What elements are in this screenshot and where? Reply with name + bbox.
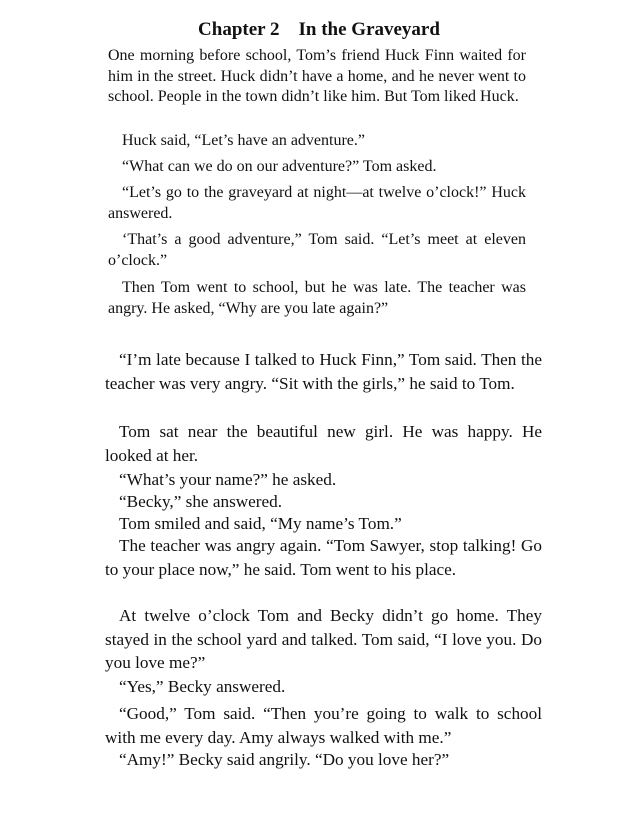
paragraph-1 (108, 46, 526, 108)
paragraph-text: “What’s your name?” he asked. (119, 470, 337, 489)
paragraph-text: Then Tom went to school, but he was late. The teacher was angry. He asked, “Why are you late again?” (108, 279, 526, 317)
paragraph-text: “What can we do on our adventure?” Tom asked. (122, 158, 437, 175)
paragraph-6 (108, 278, 526, 319)
paragraph-2 (108, 131, 526, 152)
paragraph-15 (105, 702, 542, 749)
paragraph-12 (105, 534, 542, 581)
paragraph-text: At twelve o’clock Tom and Becky didn’t go home. They stayed in the school yard and talked. Tom said, “I love you. Do you love me?” (105, 606, 542, 672)
paragraph-16 (105, 748, 542, 772)
paragraph-10 (105, 490, 542, 514)
paragraph-text: Tom sat near the beautiful new girl. He was happy. He looked at her. (105, 422, 542, 465)
paragraph-text: Tom smiled and said, “My name’s Tom.” (119, 514, 402, 533)
paragraph-8 (105, 420, 542, 467)
paragraph-text: “Amy!” Becky said angrily. “Do you love her?” (119, 750, 450, 769)
paragraph-text: “Yes,” Becky answered. (119, 677, 286, 696)
paragraph-text: “Good,” Tom said. “Then you’re going to walk to school with me every day. Amy always walked with me.” (105, 704, 542, 747)
paragraph-13 (105, 604, 542, 675)
paragraph-text: The teacher was angry again. “Tom Sawyer, stop talking! Go to your place now,” he said. Tom went to his place. (105, 536, 542, 579)
paragraph-text: ‘That’s a good adventure,” Tom said. “Let’s meet at eleven o’clock.” (108, 231, 526, 269)
paragraph-5 (108, 230, 526, 271)
paragraph-14 (105, 675, 542, 699)
paragraph-text: One morning before school, Tom’s friend Huck Finn waited for him in the street. Huck didn’t have a home, and he never went to school. People in the town didn’t like him. But Tom liked Huck. (108, 47, 526, 105)
paragraph-text: “I’m late because I talked to Huck Finn,” Tom said. Then the teacher was very angry. “Sit with the girls,” he said to Tom. (105, 350, 542, 393)
paragraph-11 (105, 512, 542, 536)
paragraph-3 (108, 157, 526, 178)
paragraph-4 (108, 183, 526, 224)
paragraph-text: “Let’s go to the graveyard at night—at twelve o’clock!” Huck answered. (108, 184, 526, 222)
paragraph-9 (105, 468, 542, 492)
paragraph-text: “Becky,” she answered. (119, 492, 283, 511)
chapter-title: Chapter 2 In the Graveyard (198, 19, 440, 40)
paragraph-7 (105, 348, 542, 395)
paragraph-text: Huck said, “Let’s have an adventure.” (122, 132, 366, 149)
